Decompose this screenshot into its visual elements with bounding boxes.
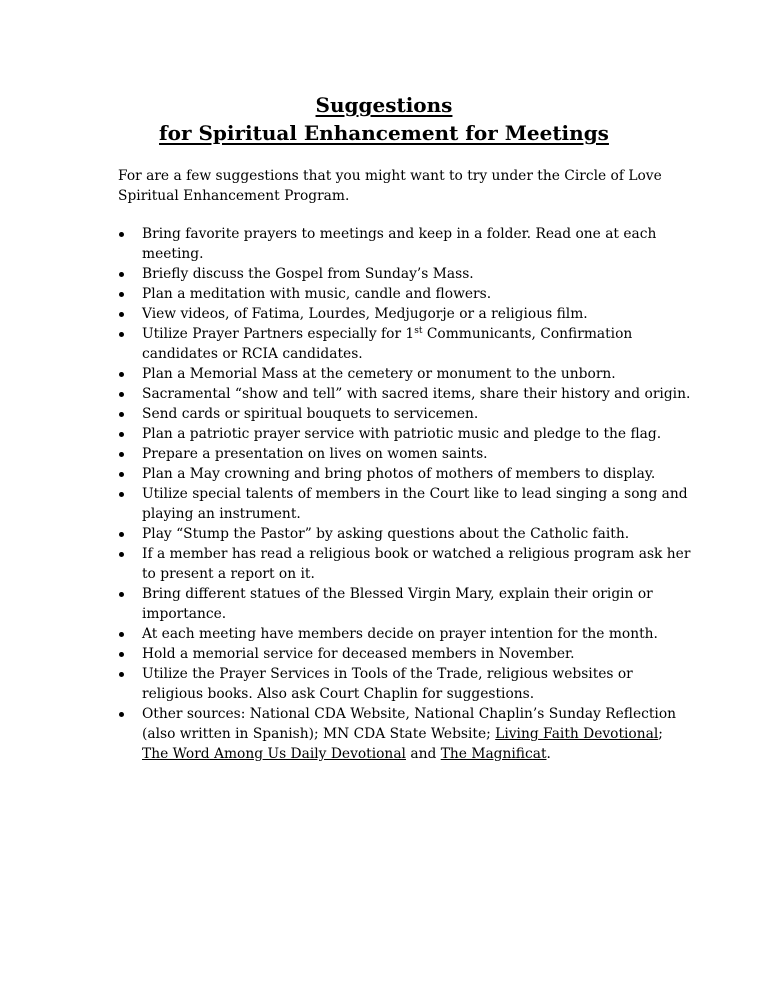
superscript: st	[414, 326, 423, 336]
list-item: Plan a Memorial Mass at the cemetery or monument to the unborn.	[117, 364, 693, 384]
list-item: Bring different statues of the Blessed Virgin Mary, explain their origin or importance.	[117, 584, 693, 624]
list-item	[117, 704, 693, 764]
word-among-us-title: The Word Among Us Daily Devotional	[142, 746, 406, 762]
list-item: Plan a meditation with music, candle and flowers.	[117, 284, 693, 304]
list-item: Hold a memorial service for deceased members in November.	[117, 644, 693, 664]
list-item	[117, 324, 693, 364]
list-item: Send cards or spiritual bouquets to servicemen.	[117, 404, 693, 424]
page-title	[0, 91, 768, 147]
intro-paragraph: For are a few suggestions that you might want to try under the Circle of Love Spiritual Enhancement Program.	[118, 168, 662, 204]
list-item: At each meeting have members decide on prayer intention for the month.	[117, 624, 693, 644]
list-item: Play “Stump the Pastor” by asking questions about the Catholic faith.	[117, 524, 693, 544]
item-text: Communicants, Confirmation candidates or RCIA candidates.	[142, 326, 633, 362]
list-item: Utilize special talents of members in the Court like to lead singing a song and playing an instrument.	[117, 484, 693, 524]
living-faith-title: Living Faith Devotional	[495, 726, 659, 742]
suggestions-list	[117, 224, 693, 764]
list-item: Prepare a presentation on lives on women saints.	[117, 444, 693, 464]
list-item: Plan a patriotic prayer service with patriotic music and pledge to the flag.	[117, 424, 693, 444]
list-item: If a member has read a religious book or watched a religious program ask her to present a report on it.	[117, 544, 693, 584]
title-line-1: Suggestions	[315, 93, 453, 117]
magnificat-title: The Magnificat	[440, 746, 547, 762]
title-line-2: for Spiritual Enhancement for Meetings	[159, 121, 609, 145]
list-item: Bring favorite prayers to meetings and keep in a folder. Read one at each meeting.	[117, 224, 693, 264]
item-text: Utilize Prayer Partners especially for 1	[142, 326, 415, 342]
list-item: Sacramental “show and tell” with sacred items, share their history and origin.	[117, 384, 693, 404]
list-item: Plan a May crowning and bring photos of mothers of members to display.	[117, 464, 693, 484]
list-item: View videos, of Fatima, Lourdes, Medjugorje or a religious film.	[117, 304, 693, 324]
period: .	[546, 746, 551, 762]
item-text: Other sources: National CDA Website, National Chaplin’s Sunday Reflection (also written in Spanish); MN CDA State Website;	[142, 706, 677, 742]
list-item: Utilize the Prayer Services in Tools of the Trade, religious websites or religious books. Also ask Court Chaplin for suggestions.	[117, 664, 693, 704]
separator: and	[405, 746, 441, 762]
separator: ;	[658, 726, 663, 742]
list-item: Briefly discuss the Gospel from Sunday’s Mass.	[117, 264, 693, 284]
